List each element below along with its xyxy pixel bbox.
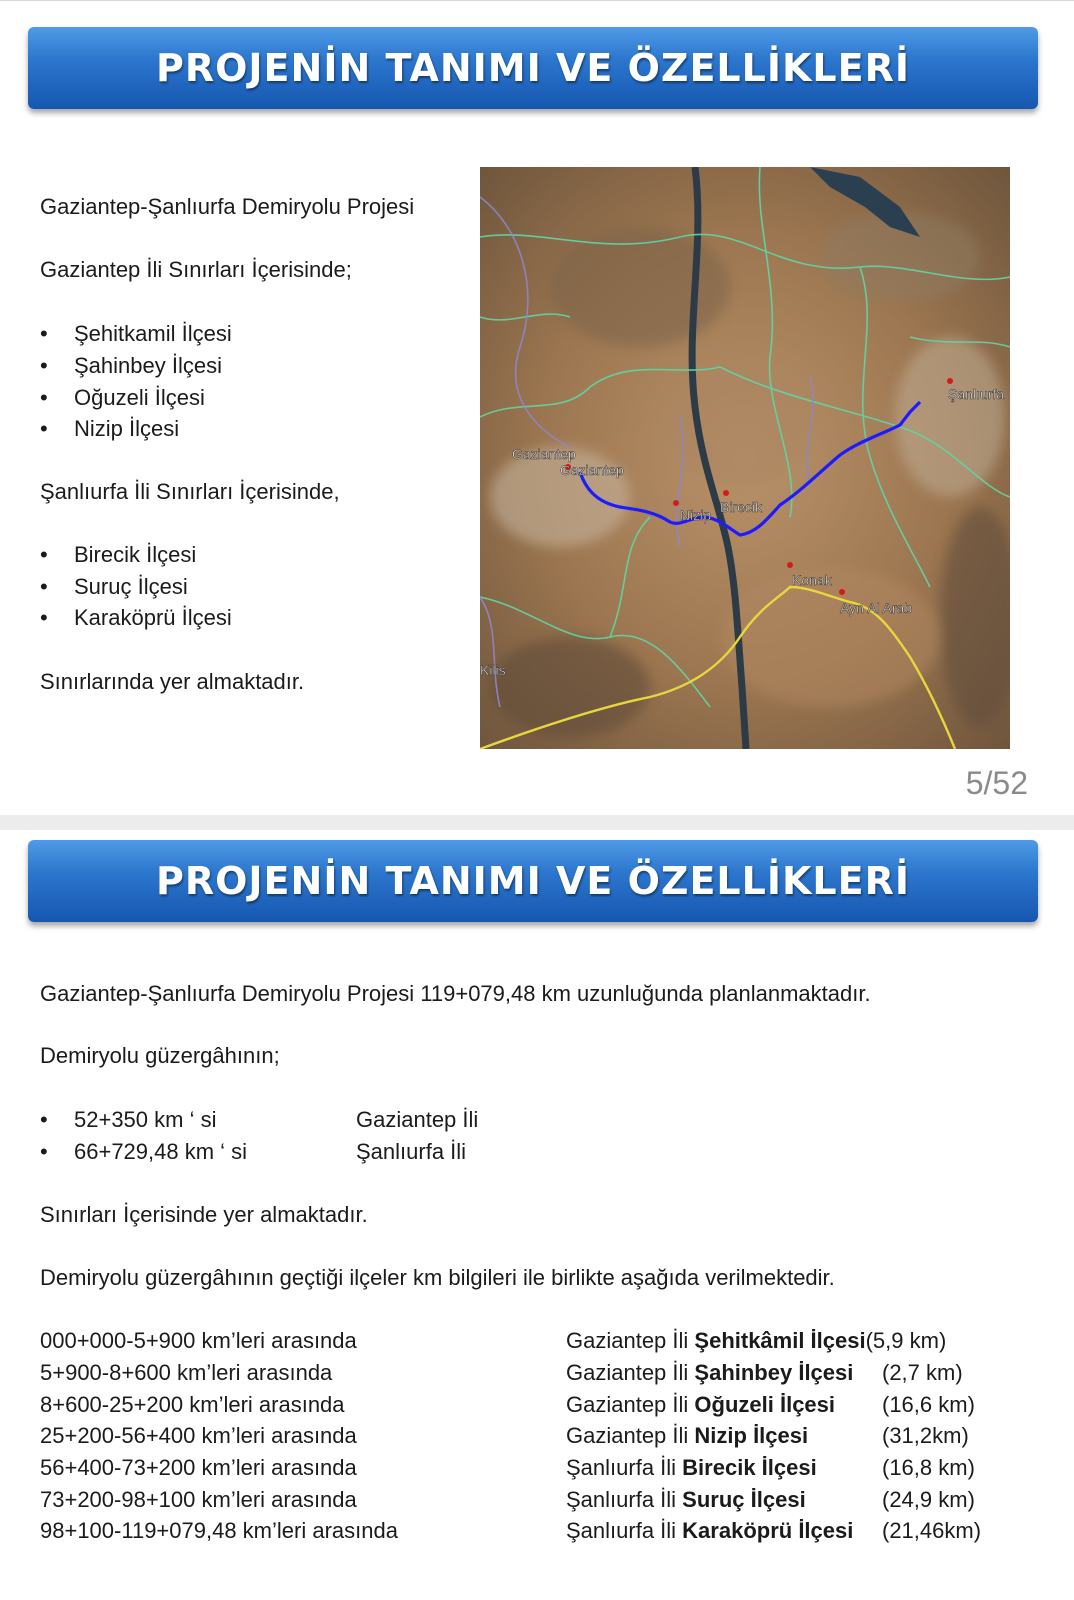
district: Şehitkâmil İlçesi [694,1328,866,1353]
km-range: 5+900-8+600 km’leri arasında [40,1360,333,1385]
km-range: 8+600-25+200 km’leri arasında [40,1392,345,1417]
table-row [40,1452,1040,1484]
district: Suruç İlçesi [682,1487,806,1512]
province: Şanlıurfa İli [566,1455,683,1480]
list-item: • Suruç İlçesi [40,571,188,603]
map-label-birecik: Birecik [720,499,763,515]
province: Gaziantep İli [566,1392,695,1417]
segment-province: Şanlıurfa İli [356,1139,467,1164]
district-cell [566,1452,817,1484]
segment-km: • 52+350 km ‘ si [40,1104,216,1136]
route-map [480,167,1010,749]
district: Şahinbey İlçesi [694,1360,854,1385]
km-range: 25+200-56+400 km’leri arasında [40,1423,357,1448]
slide-title-banner [28,27,1038,109]
sanliurfa-heading: Şanlıurfa İli Sınırları İçerisinde, [40,479,340,504]
list-item: • Birecik İlçesi [40,539,196,571]
slide-title-banner [28,840,1038,922]
list-item: • Şehitkamil İlçesi [40,318,232,350]
slide-title: PROJENİN TANIMI VE ÖZELLİKLERİ [156,46,910,90]
page-number: 5/52 [965,765,1028,801]
closing-text: Sınırlarında yer almaktadır. [40,669,305,694]
table-row [40,1357,1040,1389]
district-cell [566,1357,853,1389]
length: (16,8 km) [882,1455,975,1480]
segment-province: Gaziantep İli [356,1107,479,1132]
length: (2,7 km) [882,1360,963,1385]
km-range: 56+400-73+200 km’leri arasında [40,1455,357,1480]
table-row [40,1325,1040,1357]
district-cell [566,1484,806,1516]
map-label-gaziantep: Gaziantep [560,462,624,478]
province: Gaziantep İli [566,1328,695,1353]
km-range: 98+100-119+079,48 km’leri arasında [40,1518,398,1543]
list-item: • Şahinbey İlçesi [40,350,222,382]
province: Gaziantep İli [566,1423,695,1448]
length: (16,6 km) [882,1392,975,1417]
length: (5,9 km) [865,1328,947,1353]
list-item: • Oğuzeli İlçesi [40,382,205,414]
segment-km: • 66+729,48 km ‘ si [40,1136,247,1168]
district: Nizip İlçesi [694,1423,809,1448]
map-label-kilis: Kilis [480,662,506,678]
slide-2 [0,830,1074,1600]
slide-title: PROJENİN TANIMI VE ÖZELLİKLERİ [156,859,910,903]
district: Oğuzeli İlçesi [694,1392,836,1417]
district-cell [566,1325,946,1357]
length: (31,2km) [882,1423,969,1448]
districts-intro: Demiryolu güzergâhının geçtiği ilçeler km bilgileri ile birlikte aşağıda verilmektedir. [40,1265,835,1290]
route-heading: Demiryolu güzergâhının; [40,1043,280,1068]
table-row [40,1515,1040,1547]
district-cell [566,1420,808,1452]
list-item: • Nizip İlçesi [40,413,179,445]
province: Gaziantep İli [566,1360,695,1385]
length: (21,46km) [882,1518,982,1543]
project-name: Gaziantep-Şanlıurfa Demiryolu Projesi [40,194,415,219]
length: (24,9 km) [882,1487,975,1512]
intro-text: Gaziantep-Şanlıurfa Demiryolu Projesi 119+079,48 km uzunluğunda planlanmaktadır. [40,981,871,1006]
province: Şanlıurfa İli [566,1518,683,1543]
district-cell [566,1515,853,1547]
district: Karaköprü İlçesi [682,1518,854,1543]
map-label-konak: Konak [792,572,832,588]
table-row [40,1420,1040,1452]
province: Şanlıurfa İli [566,1487,683,1512]
table-row [40,1484,1040,1516]
gaziantep-heading: Gaziantep İli Sınırları İçerisinde; [40,257,352,282]
table-row [40,1389,1040,1421]
map-label-gaziantep: Gaziantep [512,446,576,462]
map-label-ayn-al-arab: Ayn Al Arab [840,600,913,616]
map-label-sanliurfa: Şanlıurfa [948,386,1005,402]
district-cell [566,1389,835,1421]
map-label-nizip: Nizip [680,507,712,523]
km-range: 000+000-5+900 km’leri arasında [40,1328,357,1353]
district: Birecik İlçesi [682,1455,817,1480]
km-range: 73+200-98+100 km’leri arasında [40,1487,357,1512]
within-text: Sınırları İçerisinde yer almaktadır. [40,1202,368,1227]
list-item: • Karaköprü İlçesi [40,602,232,634]
